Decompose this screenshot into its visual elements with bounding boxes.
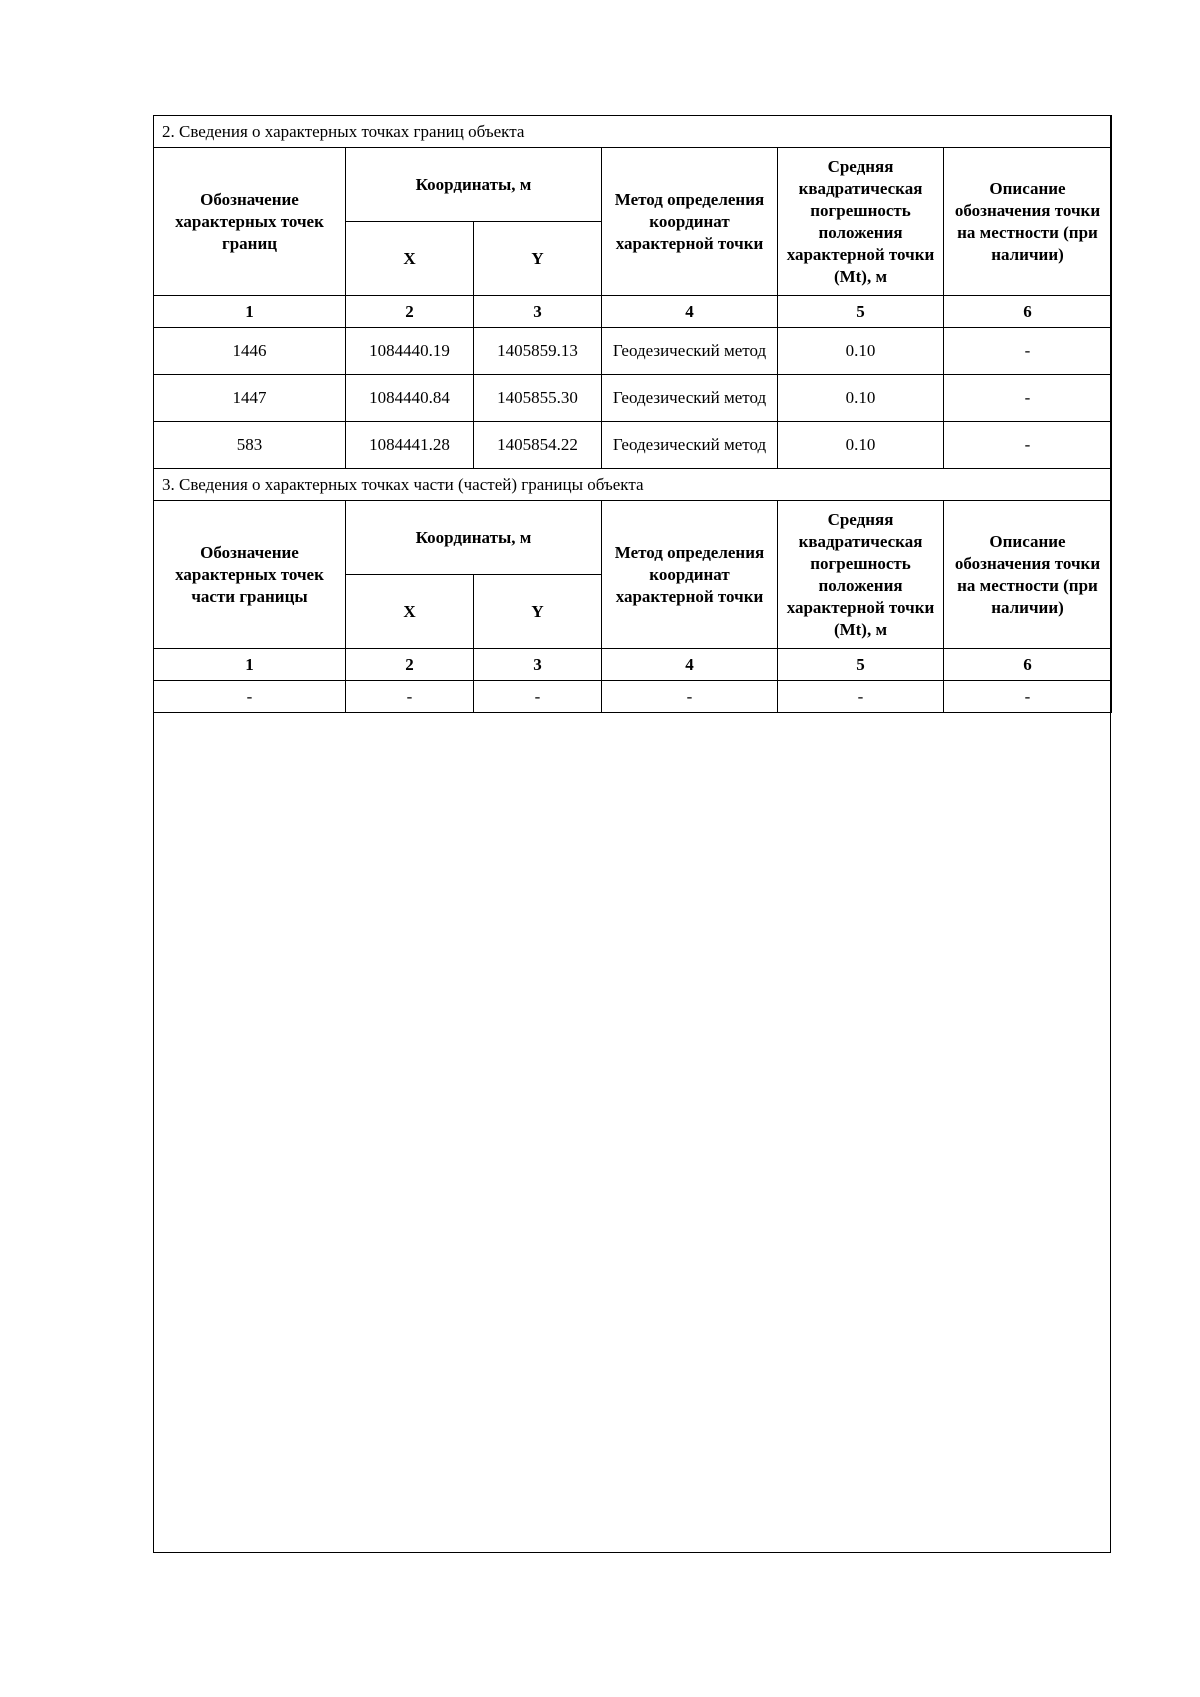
header-point-designation: Обозначение характерных точек части границы xyxy=(154,501,346,649)
section-2-header-row xyxy=(154,148,1112,222)
header-coordinates: Координаты, м xyxy=(346,148,602,222)
coord-x: - xyxy=(346,681,474,713)
table-row xyxy=(154,422,1112,469)
column-number: 5 xyxy=(778,649,944,681)
error-value: 0.10 xyxy=(778,328,944,375)
column-number: 4 xyxy=(602,649,778,681)
header-point-designation: Обозначение характерных точек границ xyxy=(154,148,346,296)
column-number: 4 xyxy=(602,296,778,328)
header-mean-square-error: Средняя квадратическая погрешность положения характерной точки (Mt), м xyxy=(778,501,944,649)
section-2-column-numbers xyxy=(154,296,1112,328)
coord-y: - xyxy=(474,681,602,713)
coord-x: 1084440.19 xyxy=(346,328,474,375)
header-description: Описание обозначения точки на местности (при наличии) xyxy=(944,501,1112,649)
header-y: Y xyxy=(474,222,602,296)
description: - xyxy=(944,422,1112,469)
error-value: - xyxy=(778,681,944,713)
coord-x: 1084441.28 xyxy=(346,422,474,469)
coord-x: 1084440.84 xyxy=(346,375,474,422)
point-id: 1446 xyxy=(154,328,346,375)
table-row xyxy=(154,328,1112,375)
column-number: 3 xyxy=(474,296,602,328)
column-number: 6 xyxy=(944,296,1112,328)
table-row xyxy=(154,375,1112,422)
description: - xyxy=(944,681,1112,713)
coord-y: 1405854.22 xyxy=(474,422,602,469)
table-row xyxy=(154,681,1112,713)
section-3-title-row xyxy=(154,469,1112,501)
section-3-header-row xyxy=(154,501,1112,575)
error-value: 0.10 xyxy=(778,422,944,469)
section-3-column-numbers xyxy=(154,649,1112,681)
point-id: - xyxy=(154,681,346,713)
boundary-points-table xyxy=(153,115,1112,713)
method: Геодезический метод xyxy=(602,422,778,469)
column-number: 1 xyxy=(154,296,346,328)
column-number: 1 xyxy=(154,649,346,681)
error-value: 0.10 xyxy=(778,375,944,422)
coord-y: 1405855.30 xyxy=(474,375,602,422)
method: Геодезический метод xyxy=(602,375,778,422)
method: - xyxy=(602,681,778,713)
coord-y: 1405859.13 xyxy=(474,328,602,375)
section-2-title: 2. Сведения о характерных точках границ объекта xyxy=(154,116,1112,148)
column-number: 5 xyxy=(778,296,944,328)
description: - xyxy=(944,328,1112,375)
header-method: Метод определения координат характерной точки xyxy=(602,501,778,649)
header-mean-square-error: Средняя квадратическая погрешность положения характерной точки (Mt), м xyxy=(778,148,944,296)
description: - xyxy=(944,375,1112,422)
column-number: 6 xyxy=(944,649,1112,681)
header-description: Описание обозначения точки на местности (при наличии) xyxy=(944,148,1112,296)
section-3-title: 3. Сведения о характерных точках части (частей) границы объекта xyxy=(154,469,1112,501)
column-number: 3 xyxy=(474,649,602,681)
point-id: 583 xyxy=(154,422,346,469)
header-coordinates: Координаты, м xyxy=(346,501,602,575)
header-x: X xyxy=(346,575,474,649)
point-id: 1447 xyxy=(154,375,346,422)
header-method: Метод определения координат характерной точки xyxy=(602,148,778,296)
section-2-title-row xyxy=(154,116,1112,148)
method: Геодезический метод xyxy=(602,328,778,375)
column-number: 2 xyxy=(346,649,474,681)
column-number: 2 xyxy=(346,296,474,328)
header-y: Y xyxy=(474,575,602,649)
header-x: X xyxy=(346,222,474,296)
